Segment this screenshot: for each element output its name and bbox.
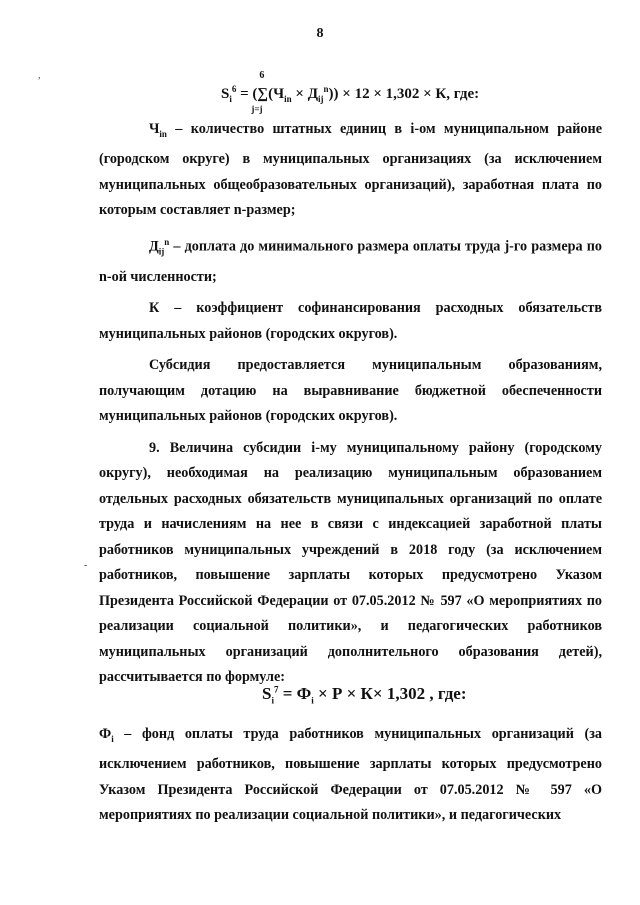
paragraph: Субсидия предоставляется муниципальным образованиям, получающим дотацию на выравнивание бюджетной обеспеченности муниципальных районов (городских округов). (99, 357, 602, 425)
formula-s7 (262, 684, 467, 705)
formula-lhs-sub: i (229, 94, 232, 104)
sum-operator (251, 70, 269, 114)
formula-lhs: S (221, 86, 230, 102)
formula-rhs: = Ф (278, 684, 312, 703)
formula-s6 (221, 70, 480, 114)
formula-eq: = ( (236, 86, 258, 102)
paragraph: 9. Величина субсидии i-му муниципальному району (городскому округу), необходимая на реализацию муниципальным образованием отдельных расходных обязательств муниципальных организаций по оплате труда и начислениям на нее в связи с индексацией заработной платы работников муниципальных учреждений в 2018 году (за исключением работников, повышение зарплаты которых предусмотрено Указом Президента Российской Федерации от 07.05.2012 № 597 «О мероприятиях по реализации социальной политики», и педагогических работников муниципальных организаций дополнительного образования детей), рассчитывается по формуле: (99, 439, 602, 686)
formula-term: (Ч (268, 86, 285, 102)
page-number: 8 (316, 26, 324, 41)
sum-lower-limit: j=j (251, 104, 263, 114)
sum-upper-limit: 6 (259, 70, 265, 81)
paragraph: $Д_{ij}^n$ – доплата до минимального размера оплаты труда j-го размера по n-ой численности; (99, 236, 602, 285)
scan-mark: - (84, 560, 88, 571)
formula-mid: × Д (291, 86, 319, 102)
sum-symbol: ∑ (257, 86, 269, 102)
scan-mark: , (38, 70, 41, 81)
paragraph: К – коэффициент софинансирования расходных обязательств муниципальных районов (городских округов). (99, 300, 602, 342)
formula-lhs-sup: 7 (273, 684, 279, 695)
formula-lhs-sub: i (271, 695, 274, 706)
formula-lhs: S (262, 684, 272, 703)
body-text-block-2 (99, 722, 602, 835)
paragraph: $Ф_i$ – фонд оплаты труда работников муниципальных организаций (за исключением работников, повышение зарплаты которых предусмотрено Указом Президента Российской Федерации от 07.05.2012 № 597 «О мероприятиях по реализации социальной политики», и педагогических (99, 726, 602, 824)
formula-mid-sub: ij (318, 94, 324, 104)
formula-tail: )) × 12 × 1,302 × К, где: (328, 86, 480, 102)
formula-tail: × Р × К× 1,302 , где: (313, 684, 467, 703)
formula-rhs-sub: i (311, 695, 314, 706)
formula-term-sub: in (284, 94, 292, 104)
paragraph: $Ч_{in}$ – количество штатных единиц в i-ом муниципальном районе (городском округе) в муниципальных организациях (за исключением муниципальных общеобразовательных организаций), заработная плата по которым составляет n-размер; (99, 121, 602, 219)
body-text-block-1 (99, 117, 602, 697)
formula-lhs-sup: 6 (231, 84, 237, 94)
formula-mid-sup: n (323, 84, 329, 94)
